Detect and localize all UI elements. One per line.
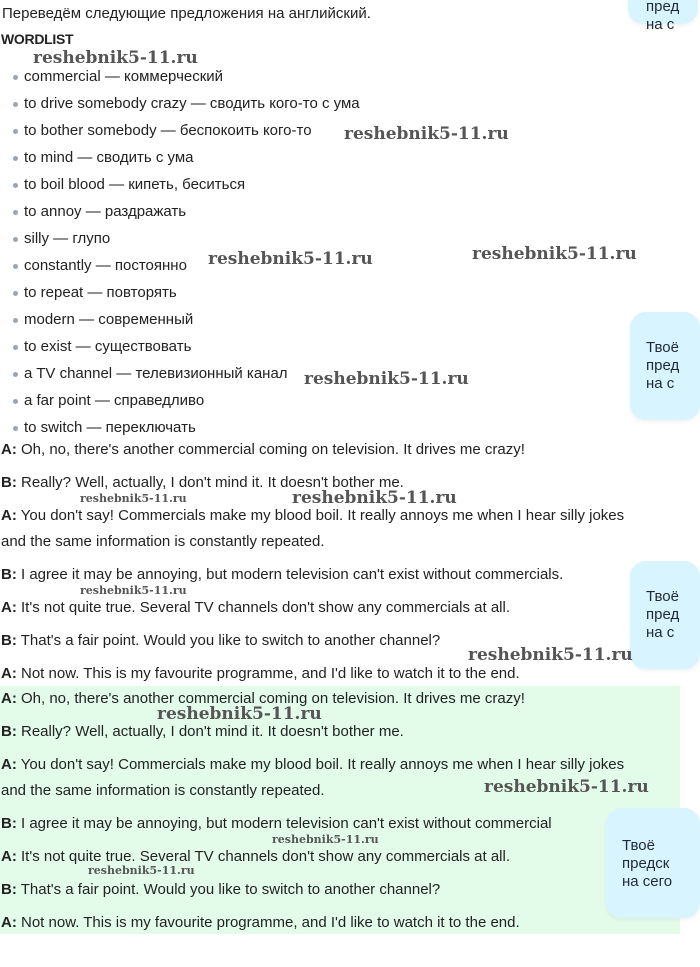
wordlist-title: WORDLIST (1, 31, 74, 47)
watermark: reshebnik5-11.ru (484, 777, 649, 797)
list-item: silly — глупо (0, 228, 360, 255)
dialogue-line (1, 723, 404, 740)
line-text: Really? Well, actually, I don't mind it. It doesn't bother me. (16, 723, 404, 740)
dialogue-line (1, 566, 563, 583)
bubble-text: пред (646, 0, 680, 15)
speaker-label: A: (1, 441, 17, 458)
line-text: Oh, no, there's another commercial coming on television. It drives me crazy! (16, 690, 525, 707)
speaker-label: B: (1, 881, 17, 898)
line-text: It's not quite true. Several TV channels don't show any commercials at all. (16, 848, 511, 865)
intro-text: Переведём следующие предложения на английский. (2, 5, 371, 22)
watermark: reshebnik5-11.ru (272, 833, 379, 846)
bubble-text: Твоё (646, 588, 679, 605)
dialogue-line (1, 881, 440, 898)
watermark: reshebnik5-11.ru (304, 369, 469, 389)
watermark: reshebnik5-11.ru (208, 249, 373, 269)
list-item: to switch — переключать (0, 417, 360, 444)
line-text: That's a fair point. Would you like to switch to another channel? (16, 632, 441, 649)
list-item: to bother somebody — беспокоить кого-то (0, 120, 360, 147)
dialogue-line (1, 599, 510, 616)
dialogue-line (1, 756, 624, 773)
bubble-text: пред (646, 606, 680, 623)
list-item: a TV channel — телевизионный канал (0, 363, 360, 390)
dialogue-line (1, 533, 325, 550)
bubble-text: на с (646, 16, 675, 33)
speaker-label: A: (1, 507, 17, 524)
line-text: That's a fair point. Would you like to switch to another channel? (16, 881, 441, 898)
prediction-bubble[interactable] (630, 561, 700, 669)
line-text: Not now. This is my favourite programme, and I'd like to watch it to the end. (16, 914, 520, 931)
list-item: to mind — сводить с ума (0, 147, 360, 174)
speaker-label: A: (1, 599, 17, 616)
watermark: reshebnik5-11.ru (33, 48, 198, 68)
prediction-bubble[interactable] (630, 312, 700, 420)
wordlist (0, 66, 360, 444)
watermark: reshebnik5-11.ru (157, 704, 322, 724)
bubble-text: на сего (622, 873, 673, 890)
line-text: and the same information is constantly repeated. (1, 533, 325, 550)
bubble-text: на с (646, 375, 675, 392)
line-text: It's not quite true. Several TV channels don't show any commercials at all. (16, 599, 511, 616)
watermark: reshebnik5-11.ru (344, 124, 509, 144)
watermark: reshebnik5-11.ru (88, 864, 195, 877)
line-text: You don't say! Commercials make my blood boil. It really annoys me when I hear silly jokes (16, 756, 625, 773)
list-item: modern — современный (0, 309, 360, 336)
speaker-label: A: (1, 848, 17, 865)
dialogue-line (1, 507, 624, 524)
line-text: Not now. This is my favourite programme, and I'd like to watch it to the end. (16, 665, 520, 682)
speaker-label: B: (1, 474, 17, 491)
speaker-label: B: (1, 815, 17, 832)
line-text: I agree it may be annoying, but modern television can't exist without commercials. (16, 566, 564, 583)
list-item: constantly — постоянно (0, 255, 360, 282)
list-item: to drive somebody crazy — сводить кого-то с ума (0, 93, 360, 120)
list-item: a far point — справедливо (0, 390, 360, 417)
dialogue-line (1, 848, 510, 865)
watermark: reshebnik5-11.ru (292, 488, 457, 508)
bubble-text: пред (646, 357, 680, 374)
list-item: commercial — коммерческий (0, 66, 360, 93)
dialogue-line (1, 815, 552, 832)
dialogue-line (1, 632, 440, 649)
watermark: reshebnik5-11.ru (80, 492, 187, 505)
speaker-label: B: (1, 723, 17, 740)
prediction-bubble[interactable] (606, 808, 700, 918)
watermark: reshebnik5-11.ru (472, 244, 637, 264)
bubble-text: предск (622, 855, 670, 872)
line-text: and the same information is constantly repeated. (1, 782, 325, 799)
list-item: to boil blood — кипеть, беситься (0, 174, 360, 201)
dialogue-line (1, 665, 520, 682)
speaker-label: A: (1, 914, 17, 931)
bubble-text: Твоё (622, 837, 655, 854)
line-text: I agree it may be annoying, but modern television can't exist without commercial (16, 815, 552, 832)
list-item: to repeat — повторять (0, 282, 360, 309)
dialogue-line (1, 914, 520, 931)
watermark: reshebnik5-11.ru (80, 584, 187, 597)
speaker-label: B: (1, 566, 17, 583)
speaker-label: A: (1, 690, 17, 707)
dialogue-line (1, 474, 404, 491)
speaker-label: A: (1, 665, 17, 682)
dialogue-line (1, 690, 525, 707)
dialogue-line (1, 782, 325, 799)
speaker-label: B: (1, 632, 17, 649)
prediction-bubble[interactable] (628, 0, 698, 33)
speaker-label: A: (1, 756, 17, 773)
line-text: Really? Well, actually, I don't mind it. It doesn't bother me. (16, 474, 404, 491)
watermark: reshebnik5-11.ru (468, 645, 633, 665)
bubble-text: на с (646, 624, 675, 641)
list-item: to exist — существовать (0, 336, 360, 363)
line-text: Oh, no, there's another commercial coming on television. It drives me crazy! (16, 441, 525, 458)
bubble-text: Твоё (646, 339, 679, 356)
line-text: You don't say! Commercials make my blood boil. It really annoys me when I hear silly jokes (16, 507, 625, 524)
list-item: to annoy — раздражать (0, 201, 360, 228)
dialogue-line (1, 441, 525, 458)
